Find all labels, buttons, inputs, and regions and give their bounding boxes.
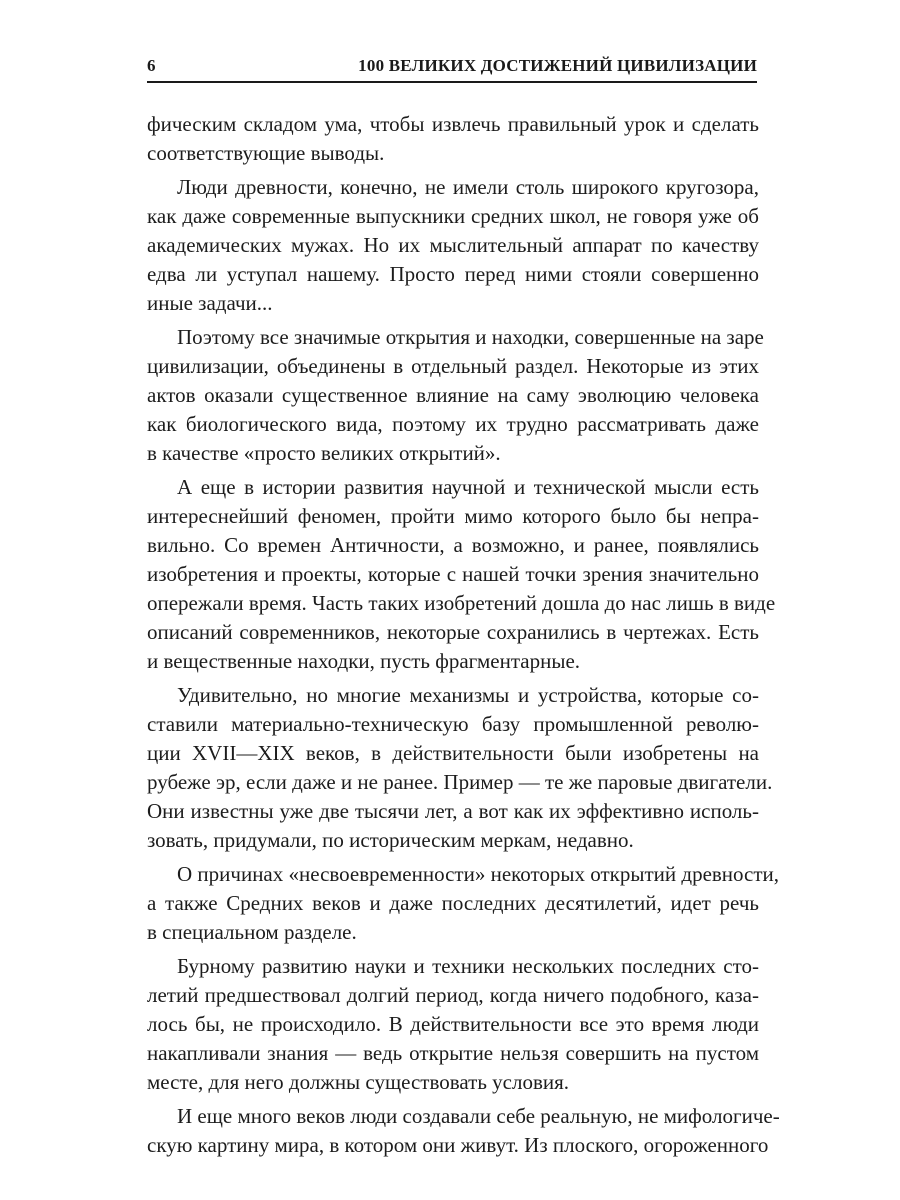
paragraph bbox=[147, 952, 759, 1097]
text-line: изобретения и проекты, которые с нашей точки зрения значительно bbox=[147, 562, 759, 586]
text-line: И еще много веков люди создавали себе реальную, не мифологиче- bbox=[177, 1104, 780, 1128]
text-line: опережали время. Часть таких изобретений дошла до нас лишь в виде bbox=[147, 591, 776, 615]
running-title: 100 ВЕЛИКИХ ДОСТИЖЕНИЙ ЦИВИЛИЗАЦИИ bbox=[358, 56, 757, 75]
text-line: как даже современные выпускники средних школ, не говоря уже об bbox=[147, 204, 759, 228]
text-line: Люди древности, конечно, не имели столь широкого кругозора, bbox=[177, 175, 759, 199]
paragraph bbox=[147, 860, 780, 947]
text-line: зовать, придумали, по историческим меркам, недавно. bbox=[147, 828, 634, 852]
text-line: скую картину мира, в котором они живут. Из плоского, огороженного bbox=[147, 1133, 769, 1157]
text-line: ции XVII—XIX веков, в действительности были изобретены на bbox=[147, 741, 759, 765]
text-line: и вещественные находки, пусть фрагментарные. bbox=[147, 649, 581, 673]
text-line: Удивительно, но многие механизмы и устройства, которые со- bbox=[177, 683, 759, 707]
text-line: иные задачи... bbox=[147, 291, 273, 315]
text-line: в специальном разделе. bbox=[147, 920, 357, 944]
text-line: рубеже эр, если даже и не ранее. Пример — те же паровые двигатели. bbox=[147, 770, 773, 794]
text-line: в качестве «просто великих открытий». bbox=[147, 441, 501, 465]
text-line: лось бы, не происходило. В действительности все это время люди bbox=[147, 1012, 759, 1036]
text-line: О причинах «несвоевременности» некоторых открытий древности, bbox=[177, 862, 780, 886]
text-line: интереснейший феномен, пройти мимо которого было бы непра- bbox=[147, 504, 759, 528]
text-line: цивилизации, объединены в отдельный раздел. Некоторые из этих bbox=[147, 354, 759, 378]
paragraph bbox=[147, 1102, 780, 1160]
text-line: Бурному развитию науки и техники нескольких последних сто- bbox=[177, 954, 759, 978]
paragraph bbox=[147, 473, 776, 676]
text-line: соответствующие выводы. bbox=[147, 141, 385, 165]
text-line: как биологического вида, поэтому их трудно рассматривать даже bbox=[147, 412, 759, 436]
paragraph bbox=[147, 323, 764, 468]
text-line: академических мужах. Но их мыслительный аппарат по качеству bbox=[147, 233, 759, 257]
text-line: ставили материально-техническую базу промышленной револю- bbox=[147, 712, 759, 736]
paragraph bbox=[147, 173, 759, 318]
text-line: описаний современников, некоторые сохранились в чертежах. Есть bbox=[147, 620, 759, 644]
text-line: едва ли уступал нашему. Просто перед ними стояли совершенно bbox=[147, 262, 759, 286]
text-line: фическим складом ума, чтобы извлечь правильный урок и сделать bbox=[147, 112, 759, 136]
header-rule bbox=[147, 81, 757, 83]
paragraph bbox=[147, 681, 773, 855]
page-number: 6 bbox=[147, 56, 156, 75]
page-header bbox=[147, 54, 757, 76]
text-line: Поэтому все значимые открытия и находки, совершенные на заре bbox=[177, 325, 764, 349]
text-line: А еще в истории развития научной и технической мысли есть bbox=[177, 475, 759, 499]
text-line: актов оказали существенное влияние на саму эволюцию человека bbox=[147, 383, 759, 407]
text-line: месте, для него должны существовать условия. bbox=[147, 1070, 570, 1094]
text-line: Они известны уже две тысячи лет, а вот как их эффективно исполь- bbox=[147, 799, 759, 823]
text-line: летий предшествовал долгий период, когда ничего подобного, каза- bbox=[147, 983, 759, 1007]
paragraph bbox=[147, 110, 759, 168]
text-line: накапливали знания — ведь открытие нельзя совершить на пустом bbox=[147, 1041, 759, 1065]
text-line: вильно. Со времен Античности, а возможно, и ранее, появлялись bbox=[147, 533, 759, 557]
text-line: а также Средних веков и даже последних десятилетий, идет речь bbox=[147, 891, 759, 915]
body-text bbox=[147, 110, 780, 1165]
